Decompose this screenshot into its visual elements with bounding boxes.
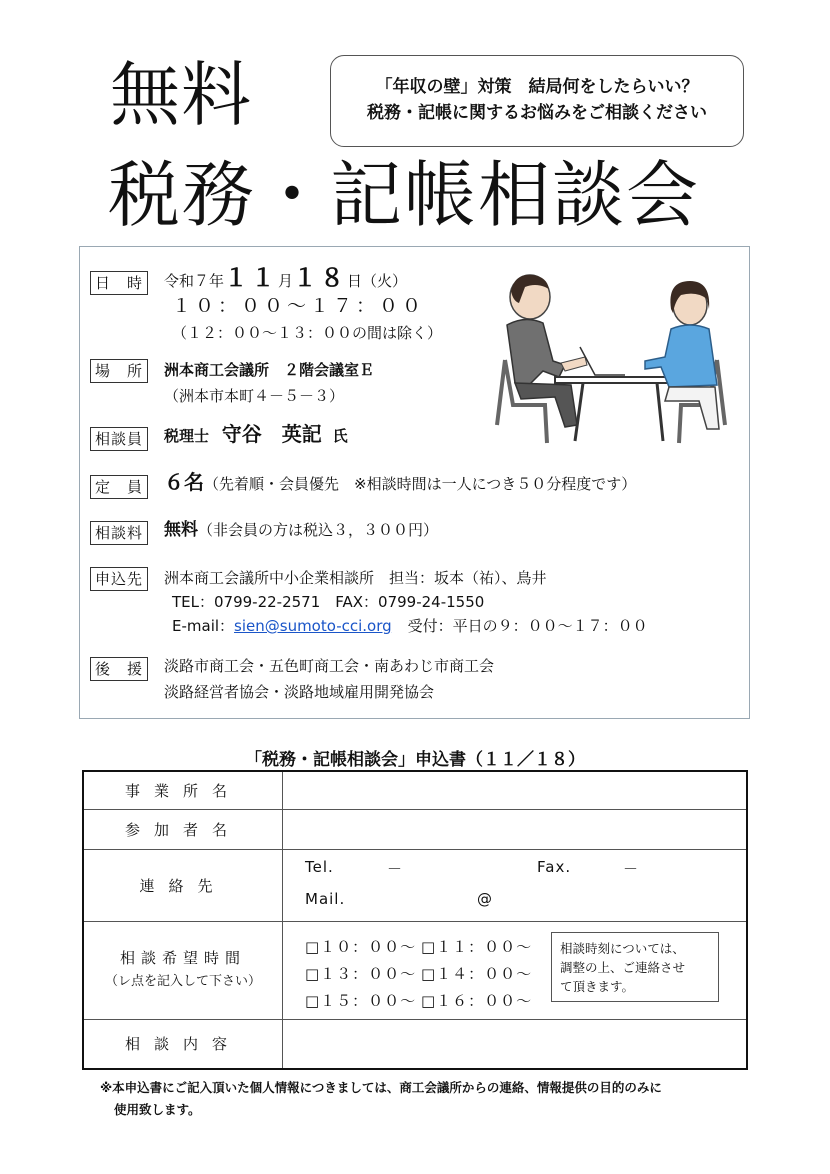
date-day: １８	[293, 264, 348, 292]
page-title: 税務・記帳相談会	[108, 153, 701, 237]
form-row-contact	[83, 849, 747, 921]
email-link[interactable]: sien@sumoto-cci.org	[234, 617, 392, 635]
form-row-content	[83, 1019, 747, 1069]
fee-value: 無料	[164, 520, 198, 540]
info-box	[79, 246, 750, 719]
consultant-label: 相談員	[90, 427, 148, 451]
place-label: 場 所	[90, 359, 148, 383]
mail-at: @	[477, 889, 493, 908]
email-prefix: E-mail：	[172, 617, 235, 635]
footnote-line-1: ※本申込書にご記入頂いた個人情報につきましては、商工会議所からの連絡、情報提供の目的のみに	[100, 1080, 662, 1095]
contact-field[interactable]	[283, 849, 748, 921]
participant-label: 参加者名	[83, 809, 283, 849]
slot-1300[interactable]: □１３：００～	[305, 964, 417, 983]
apply-hours: 受付：平日の９：００～１７：００	[407, 617, 648, 635]
capacity-value: ６名	[164, 470, 204, 494]
time-field	[283, 921, 748, 1019]
bubble-line-1: 「年収の壁」対策 結局何をしたらいい？	[375, 77, 699, 97]
contact-label: 連絡先	[83, 849, 283, 921]
slot-1100[interactable]: □１１：００～	[421, 937, 533, 956]
slot-1600[interactable]: □１６：００～	[421, 991, 533, 1010]
consultation-illustration	[485, 265, 735, 445]
privacy-footnote	[100, 1077, 740, 1121]
time-label: 相談希望時間	[119, 949, 246, 967]
free-heading: 無料	[110, 54, 252, 136]
consultant-title: 税理士	[164, 427, 210, 445]
business-field[interactable]	[283, 771, 748, 809]
consultant-suffix: 氏	[332, 427, 348, 445]
fee-label: 相談料	[90, 521, 148, 545]
date-row	[164, 264, 408, 292]
note-line-1: 相談時刻については、	[560, 940, 685, 956]
tel-label: Tel.	[305, 857, 334, 876]
date-label: 日 時	[90, 271, 148, 295]
fax-dash: －	[623, 859, 640, 878]
fee-note: （非会員の方は税込３，３００円）	[198, 521, 439, 539]
footnote-line-2: 使用致します。	[114, 1102, 201, 1117]
support-label: 後 援	[90, 657, 148, 681]
form-row-business	[83, 771, 747, 809]
consultant-name: 守谷 英記	[221, 422, 322, 446]
support-line-1: 淡路市商工会・五色町商工会・南あわじ市商工会	[164, 657, 495, 675]
date-prefix: 令和７年	[164, 272, 225, 290]
apply-tel: TEL：0799-22-2571 FAX：0799-24-1550	[172, 593, 485, 611]
time-sublabel: （レ点を記入して下さい）	[104, 974, 261, 989]
slot-1400[interactable]: □１４：００～	[421, 964, 533, 983]
slot-1000[interactable]: □１０：００～	[305, 937, 417, 956]
tel-dash: －	[387, 859, 404, 878]
fax-label: Fax.	[537, 857, 572, 876]
date-month-unit: 月	[278, 272, 294, 290]
content-field[interactable]	[283, 1019, 748, 1069]
apply-label: 申込先	[90, 567, 148, 591]
time-note-box	[551, 932, 719, 1002]
time-range: １０：００～１７：００	[172, 295, 426, 317]
apply-email-row	[172, 615, 648, 637]
form-row-participant	[83, 809, 747, 849]
capacity-row	[164, 471, 636, 495]
support-line-2: 淡路経営者協会・淡路地域雇用開発協会	[164, 683, 435, 701]
capacity-label: 定 員	[90, 475, 148, 499]
capacity-note: （先着順・会員優先 ※相談時間は一人につき５０分程度です）	[204, 475, 637, 493]
form-row-time	[83, 921, 747, 1019]
content-label: 相談内容	[83, 1019, 283, 1069]
bubble-line-2: 税務・記帳に関するお悩みをご相談ください	[367, 103, 707, 123]
time-note: （１２：００～１３：００の間は除く）	[172, 324, 443, 342]
form-title: 「税務・記帳相談会」申込書（１１／１８）	[245, 750, 585, 770]
note-line-3: て頂きます。	[560, 978, 635, 994]
time-label-cell	[83, 921, 283, 1019]
mail-label: Mail.	[305, 889, 346, 908]
speech-bubble	[330, 55, 744, 147]
place: 洲本商工会議所 ２階会議室Ｅ	[164, 361, 375, 379]
slot-1500[interactable]: □１５：００～	[305, 991, 417, 1010]
consultant-row	[164, 423, 348, 447]
business-label: 事業所名	[83, 771, 283, 809]
fee-row	[164, 519, 438, 541]
application-form	[82, 770, 748, 1070]
participant-field[interactable]	[283, 809, 748, 849]
note-line-2: 調整の上、ご連絡させ	[560, 959, 686, 975]
apply-org: 洲本商工会議所中小企業相談所 担当：坂本（祐）、鳥井	[164, 569, 547, 587]
date-month: １１	[224, 264, 279, 292]
address: （洲本市本町４－５－３）	[164, 387, 345, 405]
date-day-unit: 日（火）	[347, 272, 408, 290]
